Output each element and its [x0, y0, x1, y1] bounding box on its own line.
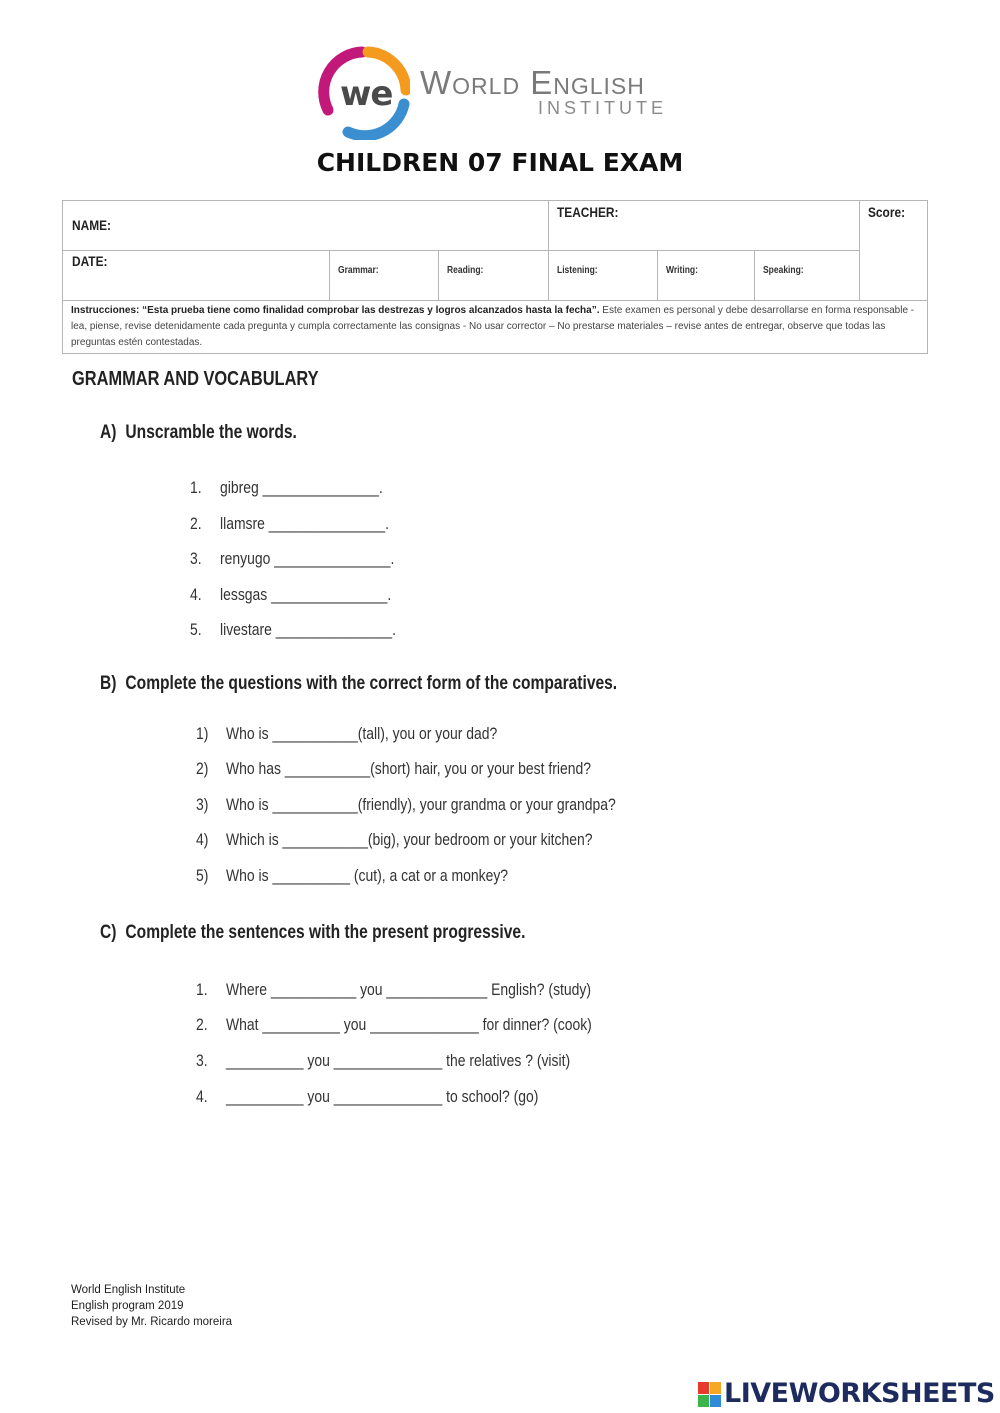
item-number: 3) [196, 795, 209, 814]
reading-score-cell[interactable] [439, 251, 549, 301]
part-b-title [100, 673, 617, 695]
logo-subtitle: INSTITUTE [538, 98, 667, 118]
item-number: 5) [196, 866, 209, 885]
teacher-label: TEACHER: [557, 204, 619, 220]
item-number: 1) [196, 724, 209, 743]
item-number: 3. [196, 1051, 208, 1070]
name-cell[interactable] [63, 201, 549, 251]
instructions-label: Instrucciones [71, 305, 137, 316]
item-number: 2) [196, 759, 209, 778]
item-number: 4) [196, 830, 209, 849]
section-title: GRAMMAR AND VOCABULARY [72, 368, 319, 390]
teacher-cell[interactable] [549, 201, 860, 251]
part-c-instruction: Complete the sentences with the present progressive. [125, 922, 526, 943]
item-number: 5. [190, 620, 202, 639]
instructions-cell: Instrucciones: “Esta prueba tiene como finalidad comprobar las destrezas y logros alcanzados hasta la fecha”. Este examen es personal y debe desarrollarse en forma responsable - lea, piense, revise detenidamente cada pregunta y cumpla correctamente las consignas - No usar corrector – No prestarse materiales – revise antes de entregar, observe que todas las preguntas estén contestadas. [63, 301, 928, 354]
part-a-letter: A) [100, 422, 117, 443]
score-label: Score: [868, 204, 906, 220]
progressive-item[interactable]: __________ you ______________ to school? (go) [226, 1087, 539, 1106]
grammar-label: Grammar: [338, 265, 379, 276]
comparative-item[interactable]: Who is ___________(tall), you or your dad? [226, 724, 498, 743]
date-label: DATE: [72, 253, 108, 269]
writing-score-cell[interactable] [658, 251, 755, 301]
unscramble-item[interactable]: livestare _______________. [220, 620, 396, 639]
liveworksheets-watermark[interactable] [698, 1378, 998, 1410]
part-b-letter: B) [100, 673, 117, 694]
item-number: 4. [196, 1087, 208, 1106]
comparative-item[interactable]: Which is ___________(big), your bedroom or your kitchen? [226, 830, 593, 849]
unscramble-item[interactable]: gibreg _______________. [220, 478, 383, 497]
item-number: 4. [190, 585, 202, 604]
exam-title: CHILDREN 07 FINAL EXAM [316, 148, 684, 177]
part-a-instruction: Unscramble the words. [125, 422, 297, 443]
liveworksheets-text: LIVEWORKSHEETS [724, 1378, 995, 1409]
listening-score-cell[interactable] [549, 251, 658, 301]
student-info-table [62, 200, 928, 354]
logo-name: World English [420, 64, 645, 101]
liveworksheets-logo-icon [698, 1382, 722, 1408]
writing-label: Writing: [666, 265, 698, 276]
footer [71, 1282, 232, 1330]
progressive-item[interactable]: Where ___________ you _____________ English? (study) [226, 980, 592, 999]
speaking-label: Speaking: [763, 265, 804, 276]
unscramble-item[interactable]: lessgas _______________. [220, 585, 392, 604]
grammar-score-cell[interactable] [330, 251, 439, 301]
part-c-letter: C) [100, 922, 117, 943]
institute-logo [318, 46, 678, 146]
item-number: 1. [190, 478, 202, 497]
logo-mark-text: we [340, 74, 393, 114]
score-cell[interactable] [860, 201, 928, 301]
name-label: NAME: [72, 217, 112, 233]
unscramble-item[interactable]: renyugo _______________. [220, 549, 395, 568]
item-number: 2. [196, 1015, 208, 1034]
item-number: 2. [190, 514, 202, 533]
progressive-item[interactable]: __________ you ______________ the relatives ? (visit) [226, 1051, 571, 1070]
date-cell[interactable] [63, 251, 330, 301]
comparative-item[interactable]: Who is __________ (cut), a cat or a monkey? [226, 866, 509, 885]
footer-line: English program 2019 [71, 1300, 184, 1312]
part-a-title [100, 422, 297, 444]
footer-line: World English Institute [71, 1284, 186, 1296]
speaking-score-cell[interactable] [755, 251, 860, 301]
instructions-text: Este examen es personal y debe desarrollarse en forma responsable - lea, piense, revise detenidamente cada pregunta y cumpla correctamente las consignas - No usar corrector – No prestarse materiales – revise antes de entregar, observe que todas las preguntas estén contestadas. [71, 305, 915, 348]
comparative-item[interactable]: Who has ___________(short) hair, you or your best friend? [226, 759, 591, 778]
item-number: 3. [190, 549, 202, 568]
part-c-title [100, 922, 525, 944]
progressive-item[interactable]: What __________ you ______________ for dinner? (cook) [226, 1015, 592, 1034]
footer-line: Revised by Mr. Ricardo moreira [71, 1316, 233, 1328]
reading-label: Reading: [447, 265, 484, 276]
listening-label: Listening: [557, 265, 598, 276]
instructions-quote: “Esta prueba tiene como finalidad comprobar las destrezas y logros alcanzados hasta la fecha”. [142, 305, 600, 316]
item-number: 1. [196, 980, 208, 999]
unscramble-item[interactable]: llamsre _______________. [220, 514, 389, 533]
comparative-item[interactable]: Who is ___________(friendly), your grandma or your grandpa? [226, 795, 616, 814]
part-b-instruction: Complete the questions with the correct form of the comparatives. [125, 673, 618, 694]
